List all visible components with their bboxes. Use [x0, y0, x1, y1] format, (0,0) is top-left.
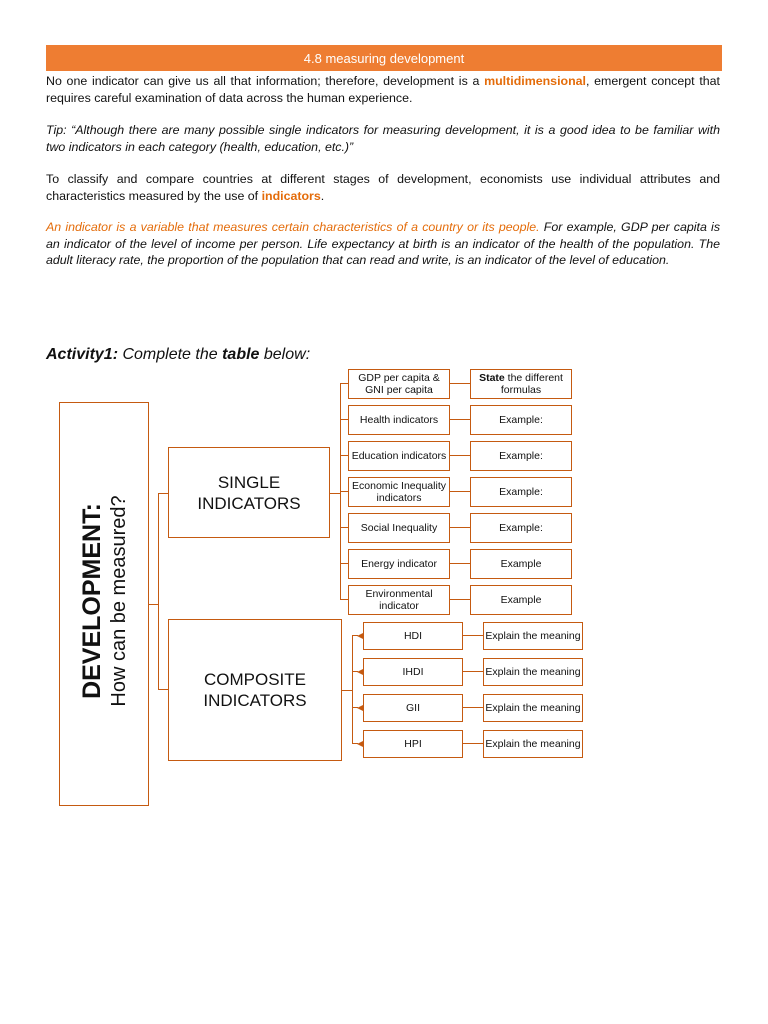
single-indicator-box [348, 513, 450, 543]
connector-line [340, 383, 348, 384]
answer-text: the different formulas [500, 372, 563, 396]
connector-line [340, 491, 348, 492]
activity-text: Complete the [118, 346, 223, 363]
single-indicator-label: Health indicators [359, 414, 439, 426]
explain-box[interactable] [483, 622, 583, 650]
activity-table-word: table [222, 346, 260, 363]
connector-line [158, 493, 159, 690]
single-indicator-label: Education indicators [351, 450, 447, 462]
development-title: DEVELOPMENT: [78, 503, 106, 699]
explain-text: Explain the meaning [485, 702, 581, 714]
definition-highlight: An indicator is a variable that measures certain characteristics of a country or its people. [46, 220, 540, 234]
activity-label: Activity1: [46, 346, 119, 363]
connector-line [450, 599, 470, 600]
connector-line [340, 599, 348, 600]
connector-line [340, 563, 348, 564]
keyword-indicators: indicators [261, 188, 321, 203]
single-indicator-box [348, 369, 450, 399]
answer-bold: State [479, 372, 505, 384]
classify-paragraph [46, 171, 720, 204]
connector-line [158, 493, 168, 494]
classify-text-end: . [320, 188, 325, 203]
answer-box[interactable] [470, 513, 572, 543]
connector-line [463, 743, 483, 744]
connector-line [463, 707, 483, 708]
single-indicators-label: SINGLE INDICATORS [197, 472, 301, 513]
single-indicator-label: Environmental indicator [365, 588, 433, 612]
development-label [77, 495, 131, 706]
single-indicator-label: Social Inequality [360, 522, 438, 534]
intro-text: No one indicator can give us all that information; therefore, development is a [46, 74, 485, 88]
single-indicator-box [348, 405, 450, 435]
connector-line [450, 383, 470, 384]
explain-box[interactable] [483, 694, 583, 722]
answer-box[interactable] [470, 549, 572, 579]
composite-indicator-label: HDI [403, 630, 423, 642]
composite-indicator-box [363, 694, 463, 722]
answer-box[interactable] [470, 441, 572, 471]
single-indicator-box [348, 441, 450, 471]
connector-line [340, 455, 348, 456]
connector-line [340, 527, 348, 528]
single-indicators-box [168, 447, 330, 538]
connector-line [463, 671, 483, 672]
explain-text: Explain the meaning [485, 630, 581, 642]
answer-box[interactable] [470, 369, 572, 399]
tip-paragraph: Tip: “Although there are many possible single indicators for measuring development, it is a good idea to be familiar with two indicators in each category (health, education, etc.)” [46, 123, 720, 154]
answer-text: Example: [499, 522, 543, 534]
single-indicator-box [348, 477, 450, 507]
answer-box[interactable] [470, 405, 572, 435]
development-subtitle: How can be measured? [108, 495, 130, 707]
composite-indicator-label: IHDI [402, 666, 424, 678]
explain-box[interactable] [483, 730, 583, 758]
composite-indicator-label: GII [405, 702, 420, 714]
single-indicator-label: Energy indicator [361, 558, 437, 570]
composite-indicator-label: HPI [404, 738, 422, 750]
composite-indicator-box [363, 658, 463, 686]
connector-line [450, 455, 470, 456]
activity-heading [46, 346, 310, 364]
classify-text: To classify and compare countries at different stages of development, economists use individual attributes and characteristics measured by the use of [46, 172, 720, 203]
definition-examples: For example, GDP per capita is an indicator of the level of income per person. Life expectancy at birth is an indicator of the health of the population. The adult literacy rate, the proportion of the population that can read and write, is an indicator of the level of education. [46, 220, 721, 268]
answer-box[interactable] [470, 585, 572, 615]
composite-indicator-box [363, 622, 463, 650]
connector-line [158, 689, 168, 690]
connector-line [450, 419, 470, 420]
activity-text-end: below: [259, 346, 311, 363]
connector-line [340, 419, 348, 420]
answer-text: Example [500, 558, 542, 570]
keyword-multidimensional: multidimensional [484, 74, 586, 88]
connector-line [330, 493, 340, 494]
explain-text: Explain the meaning [485, 666, 581, 678]
single-indicator-label: GDP per capita & GNI per capita [358, 372, 440, 396]
explain-text: Explain the meaning [485, 738, 581, 750]
connector-line [450, 491, 470, 492]
connector-line [463, 635, 483, 636]
composite-indicators-box [168, 619, 342, 761]
connector-line [342, 690, 352, 691]
answer-text: Example [500, 594, 542, 606]
composite-indicator-box [363, 730, 463, 758]
answer-box[interactable] [470, 477, 572, 507]
connector-line [450, 563, 470, 564]
composite-indicators-label: COMPOSITE INDICATORS [203, 670, 307, 710]
intro-paragraph [46, 73, 720, 106]
answer-text: Example: [499, 486, 543, 498]
definition-paragraph [46, 219, 720, 269]
connector-line [450, 527, 470, 528]
explain-box[interactable] [483, 658, 583, 686]
single-indicator-box [348, 585, 450, 615]
single-indicator-label: Economic Inequality indicators [352, 480, 446, 504]
answer-text: Example: [499, 414, 543, 426]
answer-text: Example: [499, 450, 543, 462]
intro-text-end: , emergent concept that requires careful examination of data across the human experience. [46, 74, 720, 105]
single-indicator-box [348, 549, 450, 579]
section-header: 4.8 measuring development [46, 45, 722, 71]
connector-line [352, 636, 353, 744]
